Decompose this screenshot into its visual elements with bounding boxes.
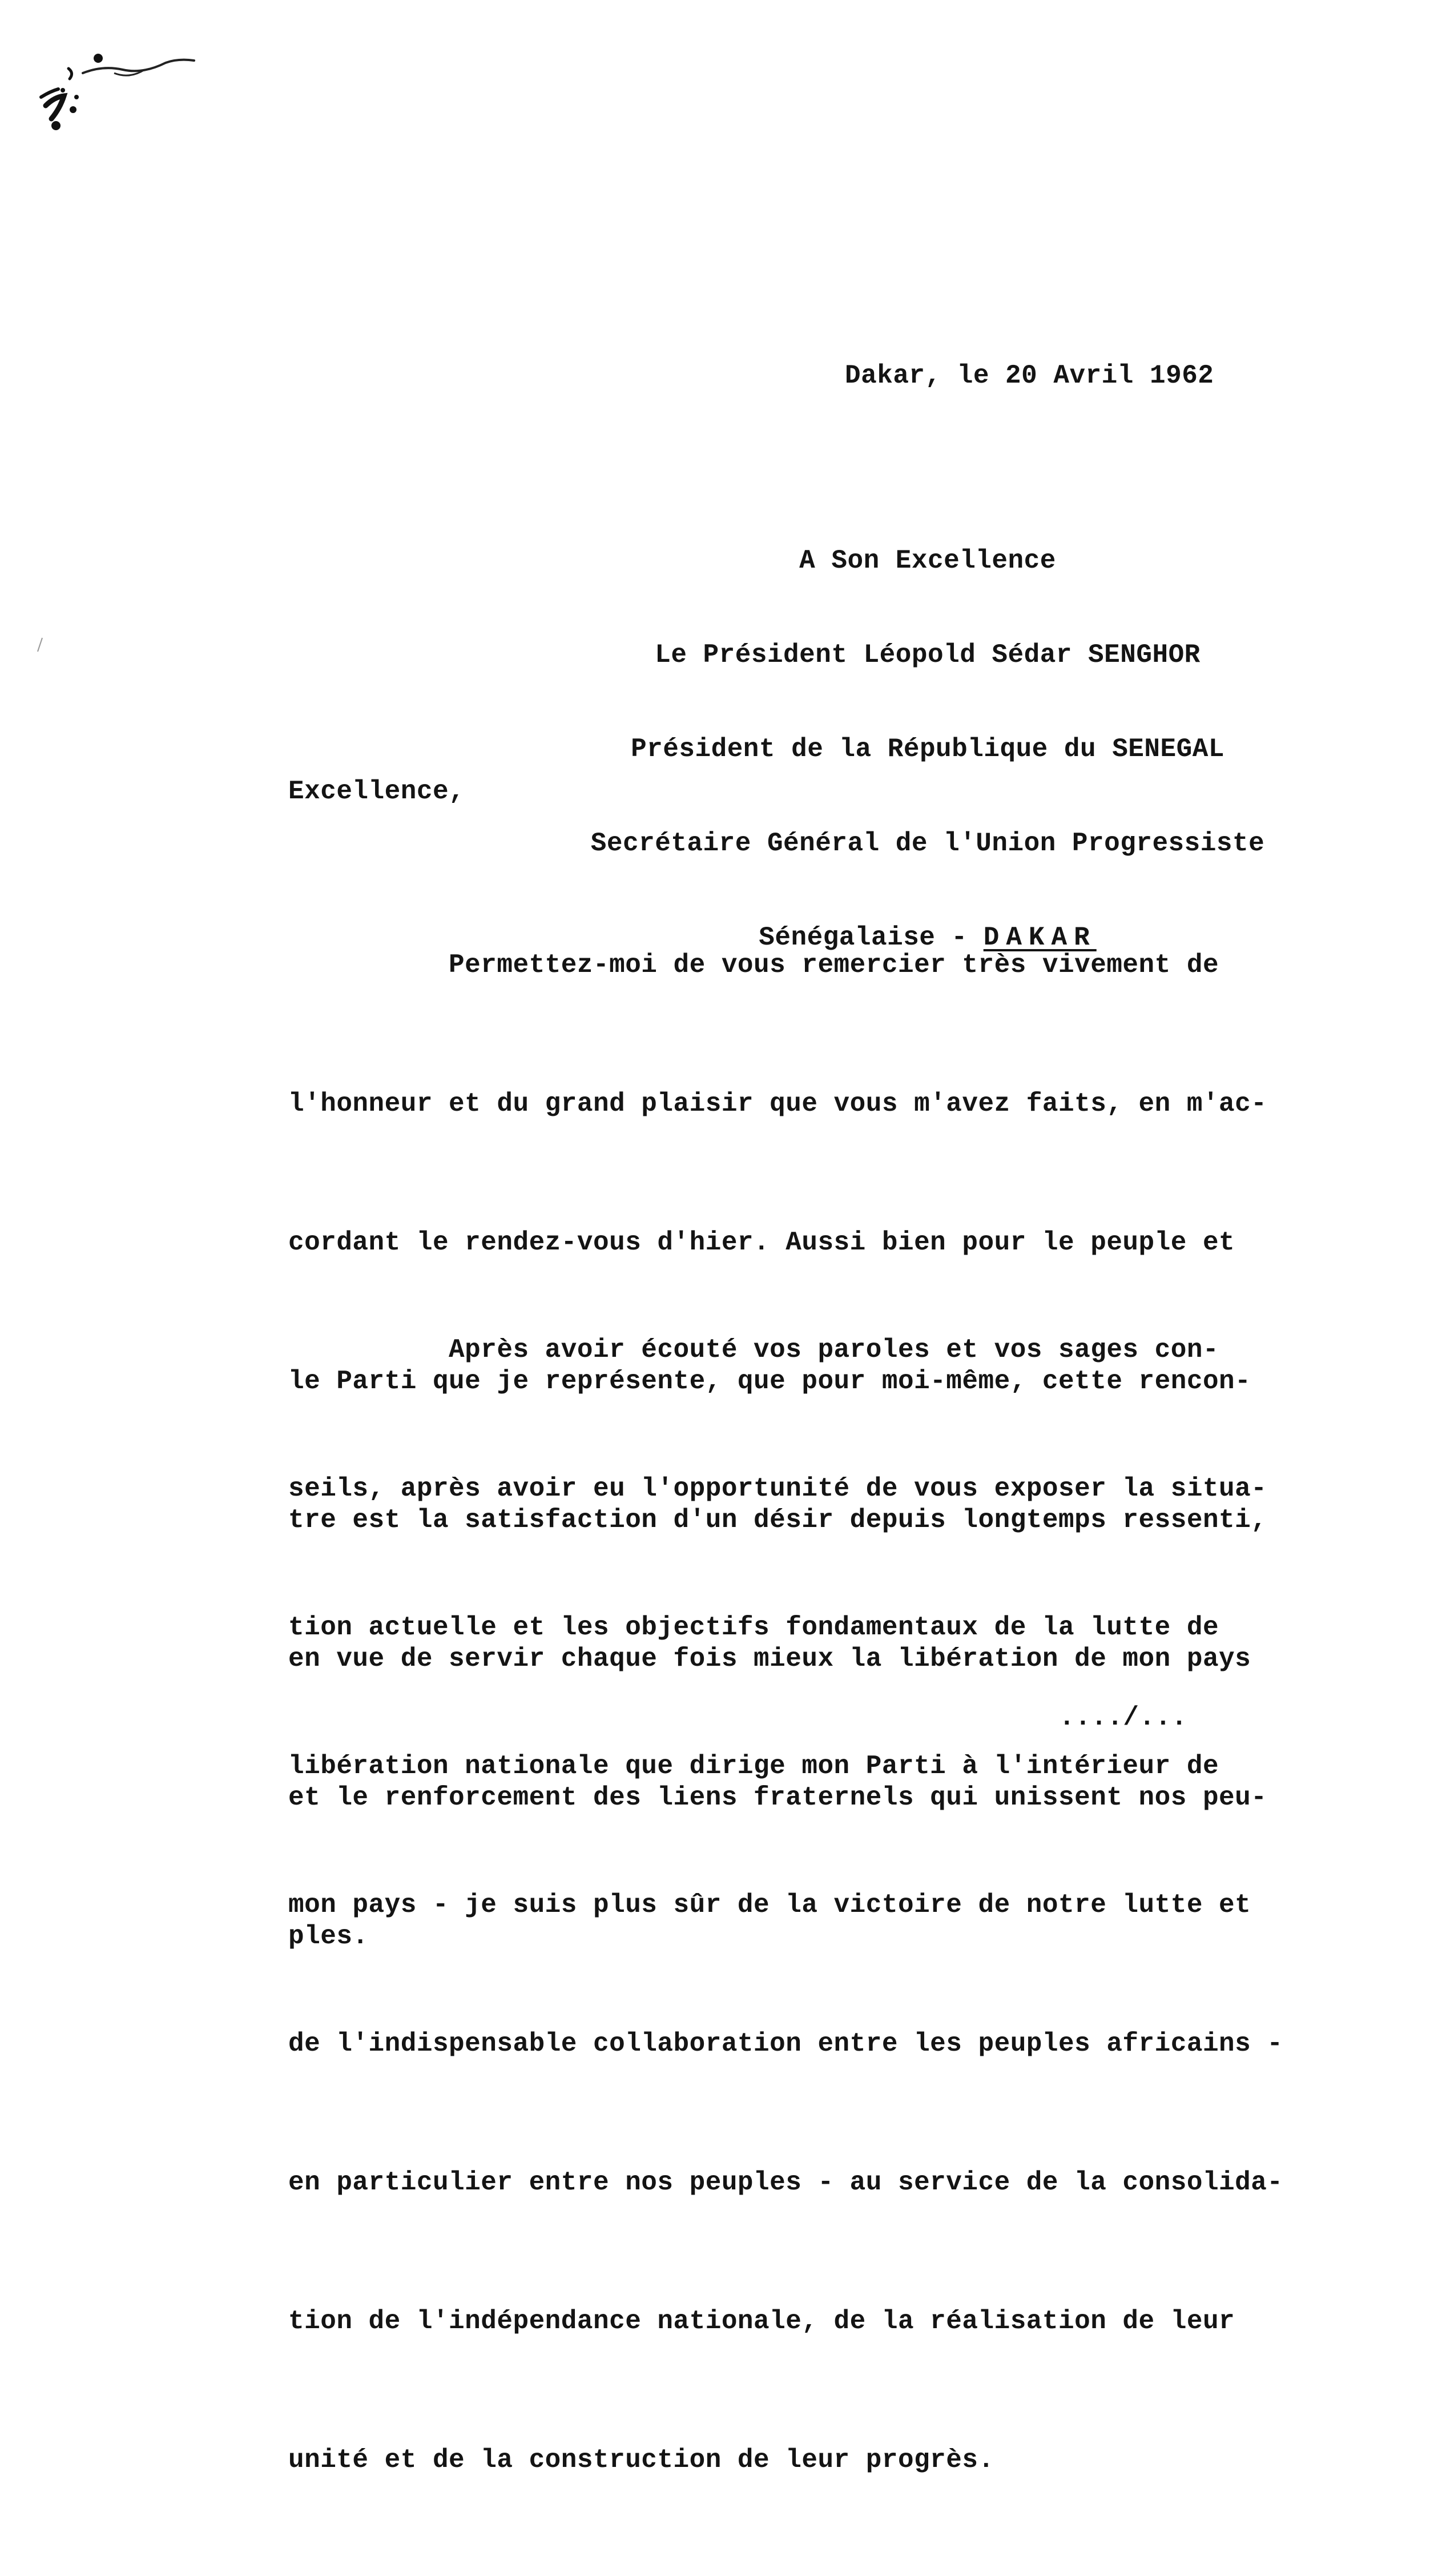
addressee-line-1: A Son Excellence <box>799 546 1056 576</box>
paragraph-1-line: cordant le rendez-vous d'hier. Aussi bien pour le peuple et <box>288 1228 1235 1257</box>
letter-date: Dakar, le 20 Avril 1962 <box>845 361 1214 391</box>
paragraph-2-line: en particulier entre nos peuples - au service de la consolida- <box>288 2168 1283 2197</box>
paragraph-2-line: tion actuelle et les objectifs fondamentaux de la lutte de <box>288 1613 1219 1642</box>
paragraph-2-line: de l'indispensable collaboration entre les peuples africains - <box>288 2029 1283 2059</box>
paragraph-1-line: l'honneur et du grand plaisir que vous m'avez faits, en m'ac- <box>288 1089 1267 1119</box>
paragraph-2-line: libération nationale que dirige mon Parti à l'intérieur de <box>288 1751 1219 1781</box>
body-paragraph-2 <box>288 1235 1373 2576</box>
paragraph-1-line: et le renforcement des liens fraternels qui unissent nos peu- <box>288 1783 1267 1813</box>
paragraph-2-line: tion de l'indépendance nationale, de la réalisation de leur <box>288 2306 1235 2336</box>
addressee-line-3: Président de la République du SENEGAL <box>631 734 1224 764</box>
paragraph-1-line: Permettez-moi de vous remercier très vivement de <box>288 950 1219 980</box>
paragraph-1-line: tre est la satisfaction d'un désir depuis longtemps ressenti, <box>288 1505 1267 1535</box>
stray-pen-mark <box>35 637 45 654</box>
paragraph-2-line: mon pays - je suis plus sûr de la victoire de notre lutte et <box>288 1890 1251 1920</box>
addressee-city: DAKAR <box>983 923 1097 953</box>
paragraph-2-line: seils, après avoir eu l'opportunité de vous exposer la situa- <box>288 1474 1267 1504</box>
paragraph-1-line: le Parti que je représente, que pour moi-même, cette rencon- <box>288 1367 1251 1396</box>
salutation: Excellence, <box>288 777 465 806</box>
addressee-line-2: Le Président Léopold Sédar SENGHOR <box>655 640 1201 670</box>
handwritten-initials-mark <box>29 46 200 137</box>
paragraph-1-line: ples. <box>288 1922 369 1951</box>
continuation-mark: ..../... <box>1059 1703 1187 1733</box>
paragraph-2-line: unité et de la construction de leur progrès. <box>288 2445 994 2475</box>
addressee-line-4: Secrétaire Général de l'Union Progressiste <box>590 829 1265 858</box>
addressee-line-5-prefix: Sénégalaise - <box>759 923 984 953</box>
paragraph-1-line: en vue de servir chaque fois mieux la libération de mon pays <box>288 1644 1251 1674</box>
paragraph-2-line: Après avoir écouté vos paroles et vos sages con- <box>288 1335 1219 1365</box>
